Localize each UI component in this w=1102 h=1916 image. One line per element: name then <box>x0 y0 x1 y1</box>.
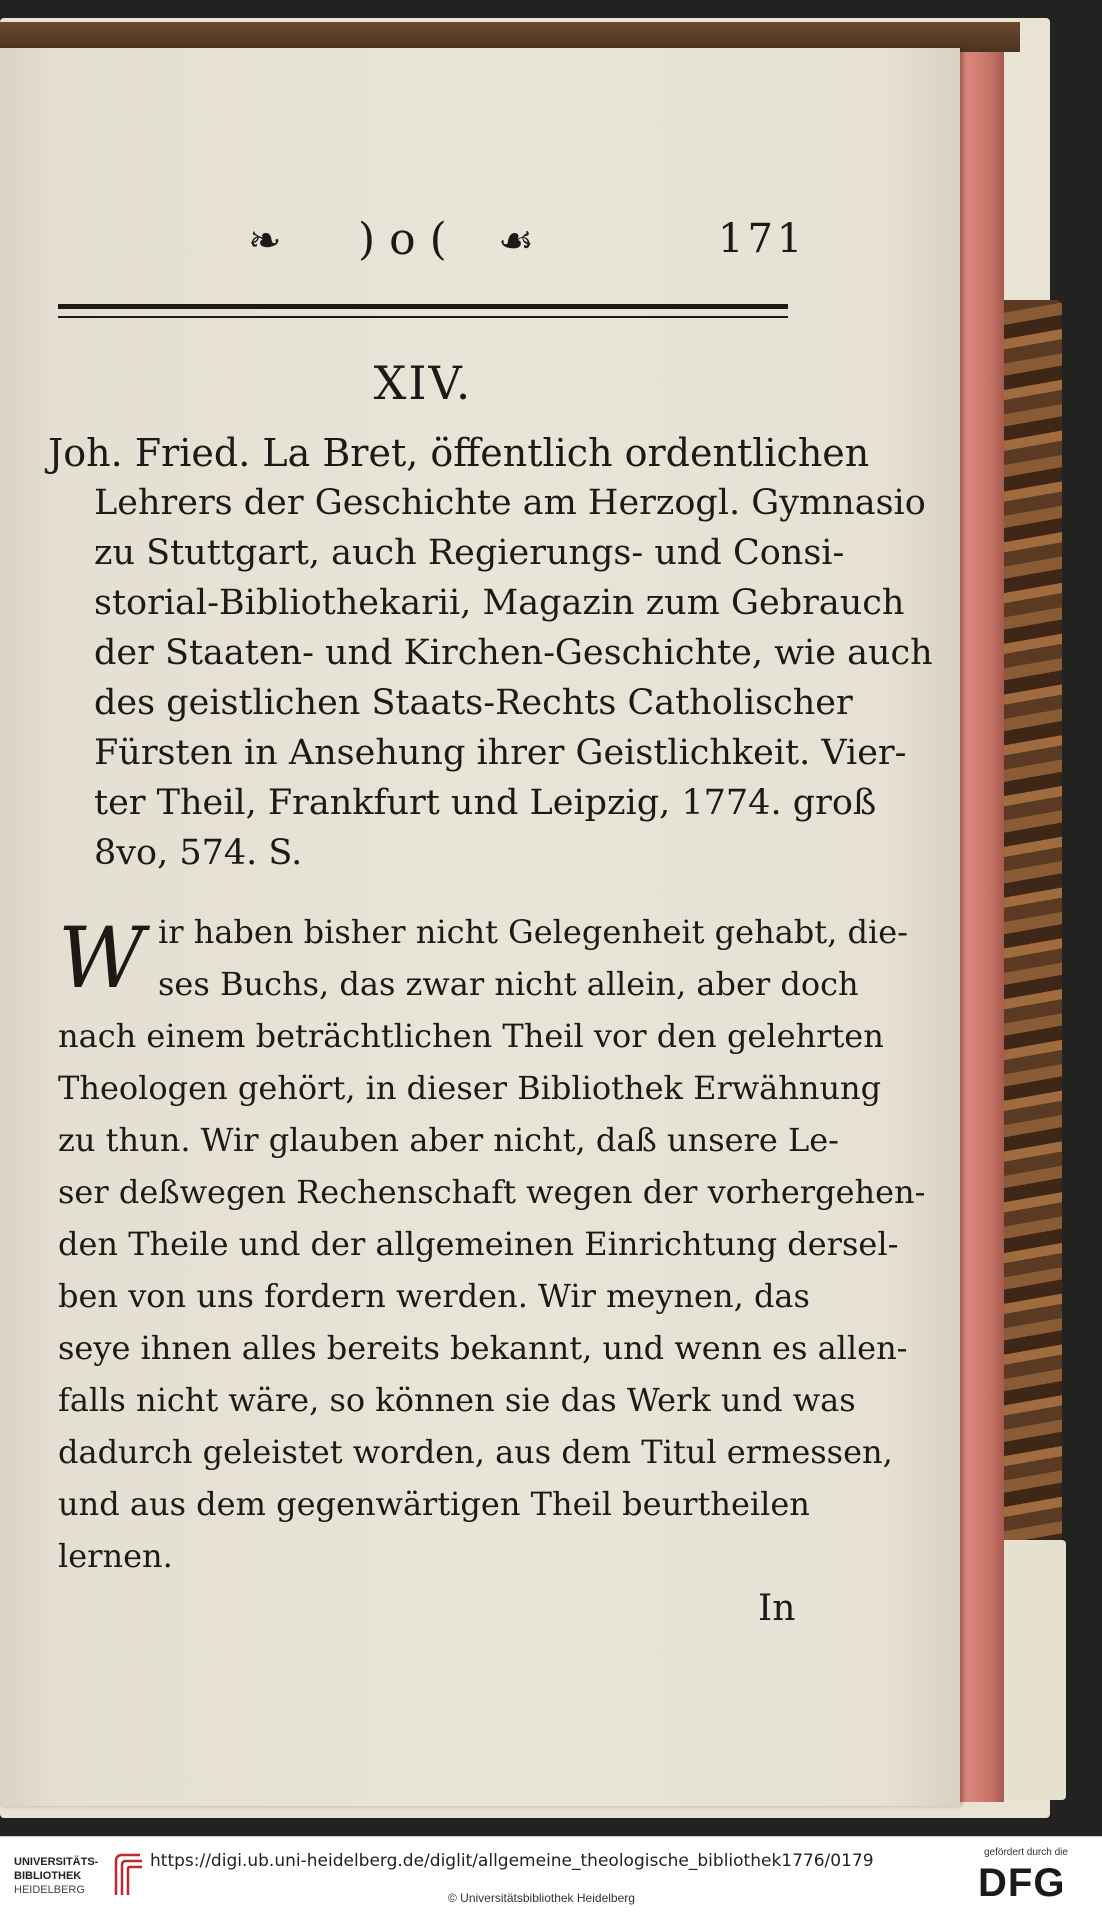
body-line: seye ihnen alles bereits bekannt, und wenn es allen- <box>58 1329 908 1367</box>
book-title-entry <box>48 428 933 878</box>
body-line: falls nicht wäre, so können sie das Werk und was <box>58 1381 856 1419</box>
logo-line: BIBLIOTHEK <box>14 1870 82 1882</box>
title-line: des geistlichen Staats-Rechts Catholischer <box>94 683 853 723</box>
fleuron-left-icon: ❧ <box>248 218 282 264</box>
body-line: ir haben bisher nicht Gelegenheit gehabt, die- <box>158 913 908 951</box>
cover-corner <box>996 1540 1066 1800</box>
page-content <box>48 178 933 1629</box>
section-numeral: XIV. <box>373 356 473 410</box>
dfg-logo[interactable]: DFG <box>978 1861 1066 1905</box>
body-line: ben von uns fordern werden. Wir meynen, das <box>58 1277 810 1315</box>
viewer-footer <box>0 1836 1102 1916</box>
running-header <box>58 178 808 265</box>
title-line: storial-Bibliothekarii, Magazin zum Gebrauch <box>94 583 905 623</box>
title-line: der Staaten- und Kirchen-Geschichte, wie auch <box>94 633 933 673</box>
title-line: zu Stuttgart, auch Regierungs- und Consi- <box>94 533 845 573</box>
document-url-link[interactable]: https://digi.ub.uni-heidelberg.de/diglit/allgemeine_theologische_bibliothek1776/0179 <box>150 1851 874 1871</box>
body-line: lernen. <box>58 1537 173 1575</box>
logo-line: HEIDELBERG <box>14 1884 85 1896</box>
library-emblem-icon <box>112 1851 146 1899</box>
title-line: ter Theil, Frankfurt und Leipzig, 1774. groß <box>94 783 877 823</box>
body-line: nach einem beträchtlichen Theil vor den gelehrten <box>58 1017 884 1055</box>
header-mark: )o( <box>358 214 461 265</box>
body-line: zu thun. Wir glauben aber nicht, daß unsere Le- <box>58 1121 839 1159</box>
funding-note: gefördert durch die <box>984 1847 1068 1858</box>
header-rule <box>58 304 788 318</box>
copyright-notice: © Universitätsbibliothek Heidelberg <box>448 1891 635 1905</box>
marbled-cover-edge <box>996 300 1062 1550</box>
body-line: den Theile und der allgemeinen Einrichtung dersel- <box>58 1225 899 1263</box>
title-line: Joh. Fried. La Bret, öffentlich ordentlichen <box>48 431 870 475</box>
catchword: In <box>758 1588 796 1629</box>
body-line: und aus dem gegenwärtigen Theil beurtheilen <box>58 1485 810 1523</box>
title-line: Lehrers der Geschichte am Herzogl. Gymnasio <box>94 483 926 523</box>
body-line: ser deßwegen Rechenschaft wegen der vorhergehen- <box>58 1173 926 1211</box>
body-line: ses Buchs, das zwar nicht allein, aber doch <box>158 965 859 1003</box>
body-paragraph <box>58 906 926 1582</box>
title-line: 8vo, 574. S. <box>94 833 303 873</box>
book-page <box>0 48 960 1806</box>
drop-cap: W <box>58 909 145 1007</box>
page-number: 171 <box>718 216 807 262</box>
logo-line: UNIVERSITÄTS- <box>14 1856 99 1868</box>
red-page-edges <box>954 52 1004 1802</box>
body-line: dadurch geleistet worden, aus dem Titul ermessen, <box>58 1433 893 1471</box>
body-line: Theologen gehört, in dieser Bibliothek Erwähnung <box>58 1069 882 1107</box>
fleuron-right-icon: ☙ <box>498 218 534 264</box>
title-line: Fürsten in Ansehung ihrer Geistlichkeit. Vier- <box>94 733 907 773</box>
